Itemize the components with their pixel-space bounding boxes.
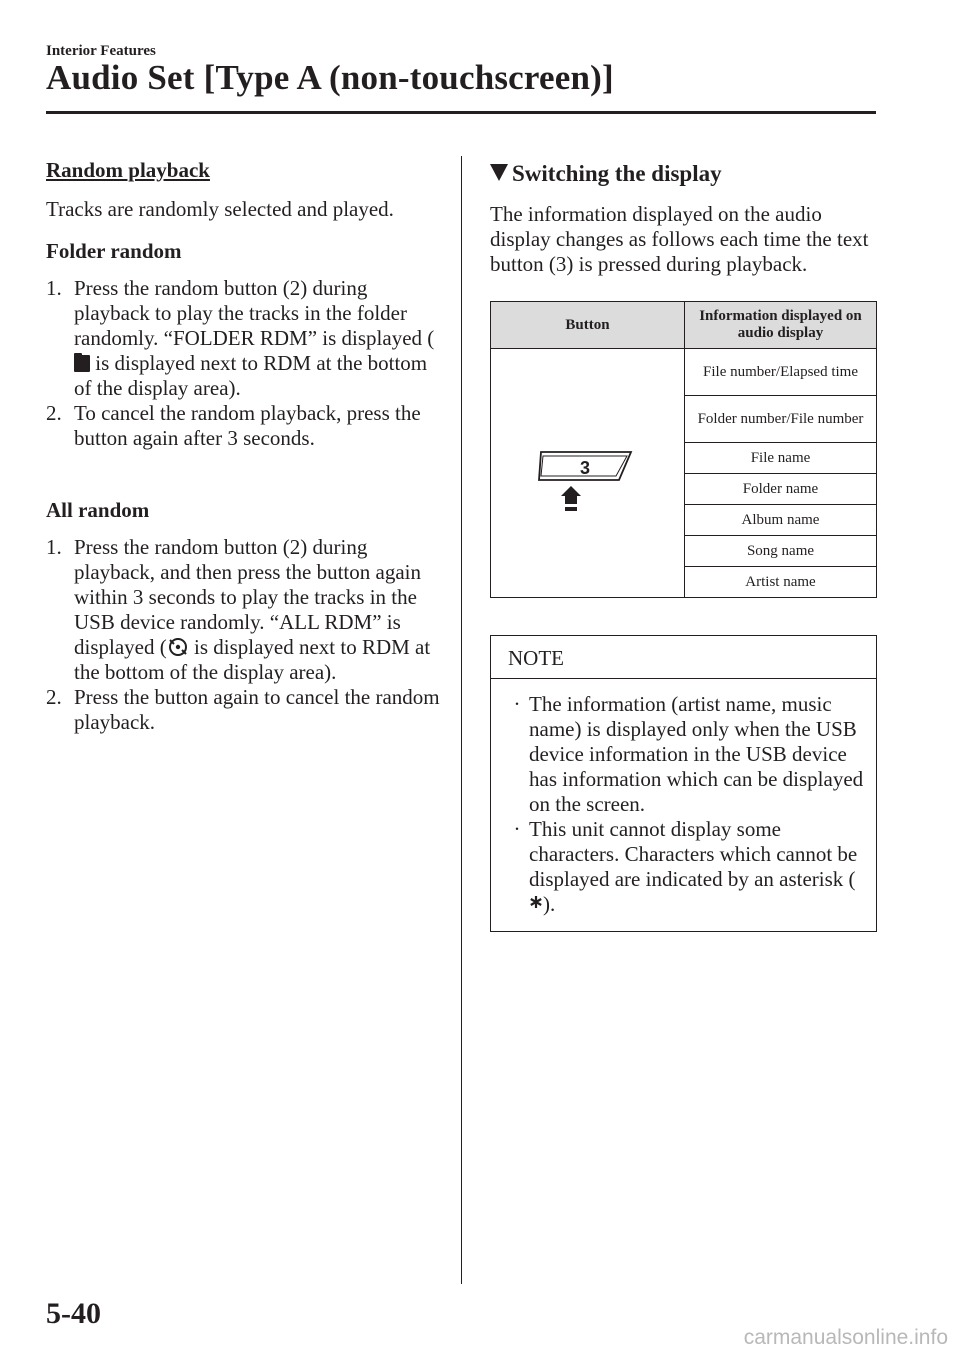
list-item: [46, 685, 446, 735]
table-row: File name: [685, 443, 877, 474]
step-text: Press the random button (2) during playback to play the tracks in the folder randomly. “FOLDER RDM” is displayed ( is displayed next to RDM at the bottom of the display area).: [74, 276, 435, 400]
display-info-table: [490, 301, 877, 598]
note-list: [505, 692, 865, 917]
button-number-label: 3: [579, 457, 590, 478]
folder-random-heading: Folder random: [46, 239, 182, 263]
step-text: Press the random button (2) during playback, and then press the button again within 3 seconds to play the tracks in the USB device randomly. “ALL RDM” is displayed ( is displayed next to RDM at the bottom of the display area).: [74, 535, 431, 684]
asterisk-icon: [529, 895, 543, 909]
step-number: 1.: [46, 276, 62, 300]
section-label: Interior Features: [46, 43, 156, 59]
list-item: [505, 817, 865, 917]
table-row: Artist name: [685, 567, 877, 598]
header-rule: [46, 111, 876, 114]
bullet: ·: [513, 817, 521, 841]
press-arrow-icon: [561, 486, 581, 504]
step-text: To cancel the random playback, press the button again after 3 seconds.: [74, 401, 421, 450]
switching-display-intro: The information displayed on the audio display changes as follows each time the text button (3) is pressed during playback.: [490, 202, 869, 276]
table-row: File number/Elapsed time: [685, 349, 877, 396]
watermark: carmanualsonline.info: [743, 1326, 948, 1349]
table-row: Song name: [685, 536, 877, 567]
left-column: [46, 158, 446, 735]
page-number: 5-40: [46, 1297, 101, 1330]
table-row: Album name: [685, 505, 877, 536]
text-button-illustration: [523, 426, 653, 516]
list-item: [505, 692, 865, 817]
table-header-info: Information displayed on audio display: [685, 302, 877, 349]
note-box: [490, 635, 877, 932]
table-row: Folder number/File number: [685, 396, 877, 443]
note-title: NOTE: [508, 646, 564, 670]
random-playback-heading: Random playback: [46, 158, 210, 182]
disc-icon: [167, 637, 189, 657]
triangle-icon: [490, 164, 508, 181]
all-random-heading: All random: [46, 498, 150, 522]
step-number: 2.: [46, 685, 62, 709]
note-text: This unit cannot display some characters. Characters which cannot be displayed are indicated by an asterisk ().: [529, 817, 858, 916]
random-playback-intro: Tracks are randomly selected and played.: [46, 197, 394, 221]
page-title: Audio Set [Type A (non-touchscreen)]: [46, 58, 614, 97]
bullet: ·: [513, 692, 521, 716]
list-item: [46, 401, 446, 451]
all-random-steps: [46, 535, 446, 735]
table-header-button: Button: [491, 302, 685, 349]
step-number: 2.: [46, 401, 62, 425]
table-row: Folder name: [685, 474, 877, 505]
column-divider: [461, 156, 462, 1284]
folder-random-steps: [46, 276, 446, 451]
step-text: Press the button again to cancel the random playback.: [74, 685, 440, 734]
step-number: 1.: [46, 535, 62, 559]
list-item: [46, 535, 446, 685]
switching-display-heading: Switching the display: [490, 161, 722, 187]
folder-icon: [74, 355, 90, 372]
note-divider: [491, 678, 876, 679]
list-item: [46, 276, 446, 401]
note-text: The information (artist name, music name) is displayed only when the USB device information in the USB device has information which can be displayed on the screen.: [529, 692, 864, 816]
button-illustration-cell: [491, 349, 685, 598]
